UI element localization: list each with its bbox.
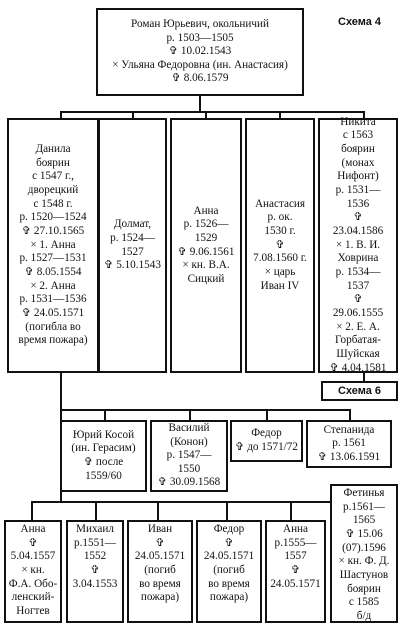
gen4-drop-1	[31, 501, 33, 521]
nikita-line: (монах	[341, 156, 375, 169]
fedor4-line: Федор	[213, 523, 245, 535]
anna5-line: р.1555—	[274, 536, 317, 549]
danila-line: ✞ 27.10.1565	[21, 225, 85, 238]
nikita-line: 1536	[346, 197, 370, 210]
fedor4-line: ✞	[224, 536, 234, 549]
mikhail-line: р.1551—	[74, 536, 116, 549]
dolmat-line: Долмат,	[113, 218, 152, 231]
anna5-line: Анна	[282, 523, 309, 535]
fedor4-line: пожара)	[209, 591, 249, 604]
fedor-gen3-box	[230, 420, 303, 462]
dolmat-line: 1527	[121, 245, 144, 258]
vasily-line: Василий	[168, 421, 210, 434]
dolmat-line: р. 1524—	[110, 231, 155, 244]
nikita-line: × 2. Е. А.	[336, 320, 380, 333]
danila-line: × 1. Анна	[30, 238, 76, 251]
anastasia-line: р. ок.	[267, 211, 293, 224]
mikhail-line: ✞	[90, 563, 100, 576]
anna-line: Сицкий	[187, 272, 225, 285]
danila-line: р. 1527—1531	[19, 252, 87, 265]
nikita-line: р. 1531—	[335, 184, 381, 197]
scheme6-reference[interactable]: Схема 6	[321, 381, 398, 401]
gen4-bus	[31, 501, 357, 503]
danila-line: ✞ 8.05.1554	[24, 265, 82, 278]
vasily-line: (Конон)	[170, 435, 208, 448]
root-stem	[199, 95, 201, 112]
fedor-line: ✞ до 1571/72	[235, 441, 298, 453]
anastasia-line: ✞	[275, 238, 285, 251]
stepanida-box	[306, 420, 392, 468]
nikita-line: боярин	[341, 143, 375, 156]
anastasia-line: Анастасия	[254, 197, 306, 210]
mikhail-line: 3.04.1553	[72, 577, 118, 590]
ivan-line: 24.05.1571	[134, 550, 186, 563]
dolmat-box	[98, 118, 167, 373]
anna-obolenskaya-box	[4, 520, 62, 623]
gen4-drop-2	[95, 501, 97, 521]
nikita-line: Горбатая-	[335, 334, 381, 347]
gen4-drop-5	[290, 501, 292, 521]
vasily-line: р. 1547—	[166, 449, 212, 462]
anna4-line: × кн.	[21, 563, 45, 576]
yuri-line: (ин. Герасим)	[71, 442, 136, 455]
ivan-box	[127, 520, 193, 623]
gen4-drop-3	[157, 501, 159, 521]
anna4-line: Ногтев	[16, 604, 50, 617]
nikita-line: с 1563	[342, 129, 374, 142]
nikita-line: Никита	[340, 115, 376, 128]
fedor4-line: (погиб	[213, 563, 245, 576]
fetinya-line: р.1561—	[343, 500, 385, 513]
ivan-line: (погиб	[144, 563, 176, 576]
fedor-gen4-box	[196, 520, 262, 623]
fedor4-line: 24.05.1571	[203, 550, 255, 563]
fetinya-line: б/д	[356, 609, 372, 622]
nikita-line: 23.04.1586	[332, 225, 384, 238]
ivan-line: ✞	[155, 536, 165, 549]
dolmat-line: ✞ 5.10.1543	[104, 259, 161, 272]
nikita-line: 1537	[346, 279, 370, 292]
roman-yurievich-box	[96, 8, 304, 96]
danila-line: время пожара)	[18, 334, 88, 347]
nikita-line: Ховрина	[337, 252, 379, 265]
danila-line: (погибла во	[25, 320, 81, 333]
scheme-label: Схема 4	[338, 16, 382, 28]
anna-line: ✞ 9.06.1561	[177, 245, 235, 258]
anastasia-line: 1530 г.	[264, 225, 296, 238]
anna-line: Анна	[193, 204, 219, 217]
fetinya-line: ✞ 15.06	[345, 527, 383, 540]
yuri-kosoy-box	[60, 420, 147, 492]
mikhail-line: 1552	[83, 550, 107, 563]
danila-line: боярин	[36, 156, 70, 169]
anna-line: × кн. В.А.	[182, 259, 230, 272]
fetinya-line: × кн. Ф. Д.	[338, 555, 390, 568]
danila-box	[7, 118, 99, 373]
yuri-line: Юрий Косой	[72, 428, 135, 441]
root-line-4: × Ульяна Федоровна (ин. Анастасия)	[112, 58, 288, 71]
stepanida-line: р. 1561	[332, 437, 366, 450]
root-line-2: р. 1503—1505	[166, 31, 234, 44]
nikita-line: 29.06.1555	[332, 306, 384, 319]
ivan-line: во время	[139, 577, 181, 590]
anna4-line: Анна	[20, 523, 46, 535]
danila-line: Данила	[35, 143, 71, 156]
danila-stem-gen3	[60, 372, 62, 410]
vasily-box	[150, 420, 228, 492]
yuri-line: 1559/60	[85, 469, 122, 482]
anna5-line: 24.05.1571	[270, 577, 321, 590]
nikita-line: Шуйская	[336, 347, 380, 360]
anna4-line: Ф.А. Обо-	[8, 577, 58, 590]
anna-line: р. 1526—	[183, 218, 229, 231]
anastasia-line: 7.08.1560 г.	[253, 252, 307, 265]
nikita-box	[318, 115, 398, 374]
fedor4-line: во время	[208, 577, 250, 590]
anna5-line: 1557	[284, 550, 307, 563]
fetinya-line: боярин	[347, 582, 381, 595]
nikita-line: ✞ 4.04.1581	[329, 361, 387, 374]
gen4-drop-4	[226, 501, 228, 521]
anastasia-line: × царь	[264, 265, 296, 278]
stepanida-line: ✞ 13.06.1591	[317, 450, 381, 463]
mikhail-box	[66, 520, 124, 623]
nikita-line: р. 1534—	[335, 265, 381, 278]
vasily-line: ✞ 30.09.1568	[157, 476, 221, 489]
fetinya-line: Фетинья	[343, 487, 385, 499]
mikhail-line: Михаил	[76, 523, 114, 535]
danila-line: с 1547 г.,	[32, 170, 74, 183]
anna4-line: 5.04.1557	[10, 550, 56, 563]
nikita-line: ✞	[353, 293, 363, 306]
danila-line: × 2. Анна	[30, 279, 76, 292]
gen2-bus	[60, 111, 365, 113]
danila-line: дворецкий	[27, 184, 79, 197]
stepanida-line: Степанида	[323, 423, 375, 436]
nikita-line: × 1. В. И.	[335, 238, 381, 251]
anna-gen4-box	[265, 520, 326, 623]
anna5-line: ✞	[290, 563, 301, 576]
vasily-line: 1550	[177, 462, 201, 475]
ivan-line: Иван	[147, 523, 173, 535]
root-line-1: Роман Юрьевич, окольничий	[131, 17, 269, 30]
danila-line: р. 1531—1536	[19, 293, 87, 306]
anna4-line: ✞	[28, 536, 38, 549]
danila-line: р. 1520—1524	[19, 211, 87, 224]
anastasia-box	[245, 118, 315, 373]
ivan-line: пожара)	[140, 591, 180, 604]
anastasia-line: Иван IV	[260, 279, 300, 292]
fetinya-line: Шастунов	[339, 568, 389, 581]
anna4-line: ленский-	[11, 591, 55, 604]
root-line-5: ✞ 8.06.1579	[171, 72, 229, 85]
anna-sitskaya-box	[170, 118, 242, 373]
fetinya-line: (07).1596	[342, 541, 386, 554]
fetinya-box	[330, 484, 398, 623]
root-line-3: ✞ 10.02.1543	[168, 45, 232, 58]
nikita-line: Нифонт)	[337, 170, 379, 183]
nikita-line: ✞	[353, 211, 363, 224]
fedor-line: Федор	[251, 427, 282, 440]
danila-line: с 1548 г.	[33, 197, 73, 210]
yuri-line: ✞ после	[83, 456, 124, 468]
fetinya-line: 1565	[352, 514, 376, 527]
danila-line: ✞ 24.05.1571	[21, 306, 85, 319]
anna-line: 1529	[194, 231, 218, 244]
fetinya-line: с 1585	[348, 596, 380, 609]
